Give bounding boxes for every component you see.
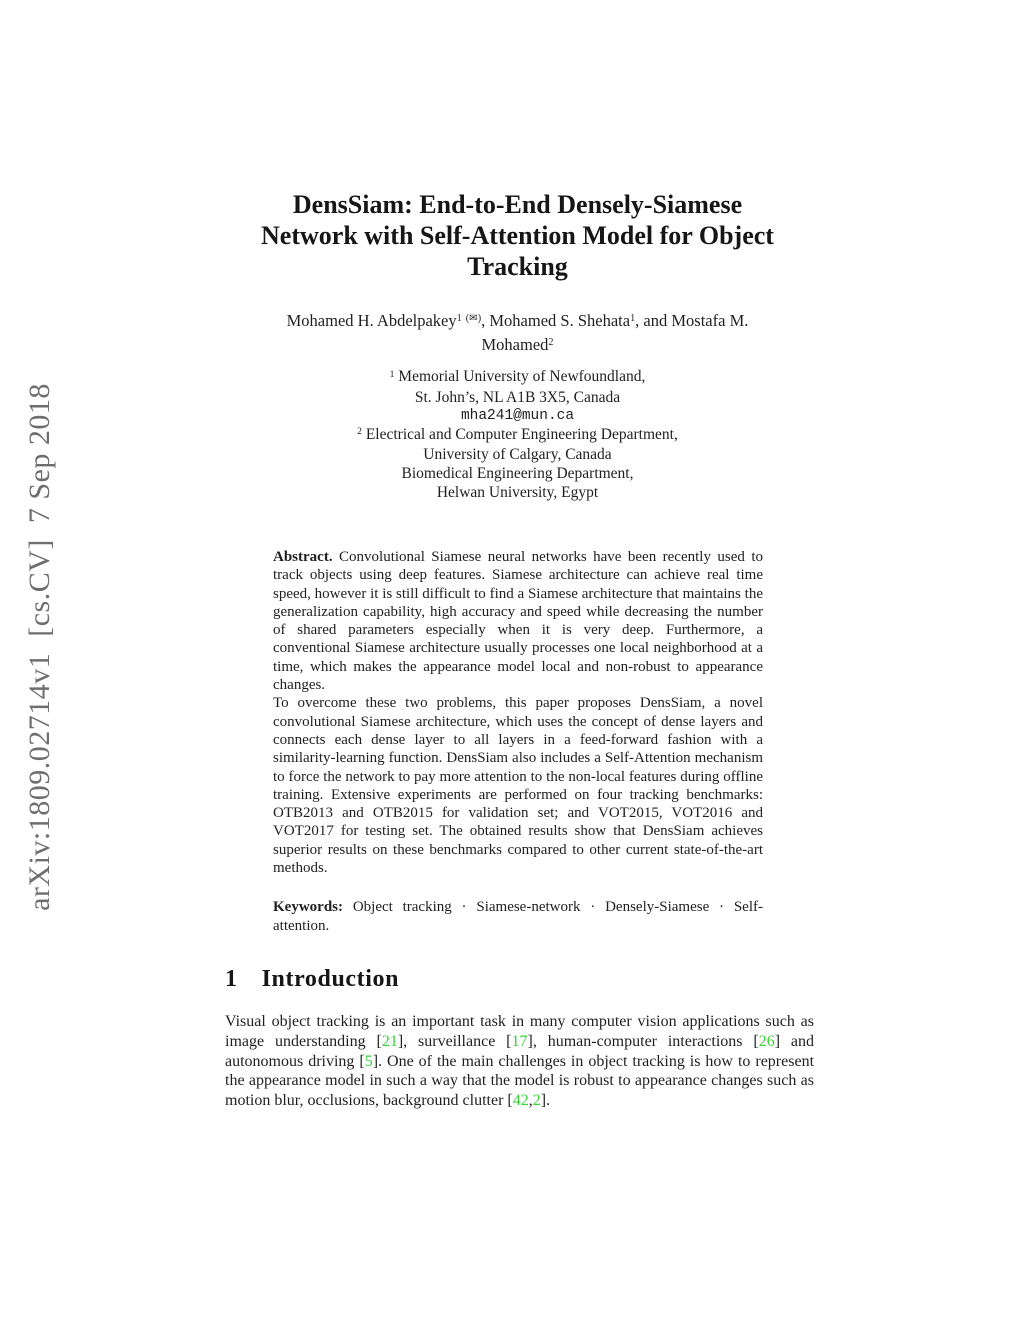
abstract-paragraph-1 [273,548,763,694]
keywords-block [273,898,763,935]
authors-line-1 [225,310,810,334]
envelope-icon: (✉) [465,313,482,325]
section-heading [225,966,810,993]
author-affiliation-marker: 1 [630,313,636,325]
citation-link[interactable]: 2 [532,1092,541,1110]
abstract-label: Abstract. [273,549,333,565]
section-title: Introduction [261,966,400,992]
abstract-text: Convolutional Siamese neural networks have been recently used to track objects using deep features. Siamese architecture can achieve real time speed, however it is still difficult to find a Siamese architecture that maintains the generalization capability, high accuracy and speed while decreasing the number of shared parameters especially when it is very deep. Furthermore, a conventional Siamese architecture usually processes one local neighborhood at a time, which makes the appearance model local and non-robust to appearance changes. [273,549,763,694]
paragraph-text: ]. [540,1092,551,1110]
affiliation-marker: 1 [389,368,395,380]
section-number: 1 [225,966,238,992]
citation-link[interactable]: 42 [512,1092,529,1110]
paragraph-text: ]. One of the main challenges in object tracking is how to represent the appearance model in such a way that the model is robust to appearance changes such as motion blur, occlusions, background clutter [ [225,1052,815,1110]
keywords-text: Object tracking · Siamese-network · Densely-Siamese · Self-attention. [273,899,764,934]
affiliation-line: Helwan University, Egypt [436,483,599,501]
affiliation-line: University of Calgary, Canada [423,446,612,464]
paper-title-line-2: Network with Self-Attention Model for Object [261,221,774,250]
keywords-label: Keywords: [273,899,343,915]
paper-title-line-1: DensSiam: End-to-End Densely-Siamese [292,190,743,219]
author-affiliation-marker: 2 [548,337,554,349]
affiliation-line: St. John’s, NL A1B 3X5, Canada [414,388,621,406]
paper-title [225,189,810,282]
citation-link[interactable]: 26 [758,1032,775,1050]
affiliations-block [225,368,810,502]
abstract-paragraph-2: To overcome these two problems, this paper proposes DensSiam, a novel convolutional Siamese architecture, which uses the concept of dense layers and connects each dense layer to all layers in a feed-forward fashion with a similarity-learning function. DensSiam also includes a Self-Attention mechanism to force the network to pay more attention to the non-local features during offline training. Extensive experiments are performed on four tracking benchmarks: OTB2013 and OTB2015 for validation set; and VOT2015, VOT2016 and VOT2017 for testing set. The obtained results show that DensSiam achieves superior results on these benchmarks compared to other current state-of-the-art methods. [273,695,763,877]
paragraph-text: ], surveillance [ [397,1032,512,1050]
author-name: , and Mostafa M. [635,311,749,330]
affiliation-email: mha241@mun.ca [460,408,575,425]
citation-link[interactable]: 5 [364,1052,373,1070]
author-name: Mohamed H. Abdelpakey [286,311,457,330]
abstract-block [273,548,763,877]
paragraph-text: ], human-computer interactions [ [527,1032,759,1050]
arxiv-watermark: arXiv:1809.02714v1 [cs.CV] 7 Sep 2018 [23,383,56,911]
affiliation-line: $^2$ Electrical and Computer Engineering Department, [357,425,678,443]
affiliation-line: Biomedical Engineering Department, [401,464,634,482]
affiliation-line: $^1$ Memorial University of Newfoundland, [389,368,646,385]
citation-link[interactable]: 21 [381,1032,398,1050]
intro-paragraph [225,1012,814,1111]
paragraph-text: Visual object tracking is an important task in many computer vision applications such as image understanding [ [225,1013,814,1050]
authors-line-2 [225,334,810,358]
author-name: , Mohamed S. Shehata [481,311,631,330]
paragraph-text: ] and autonomous driving [ [225,1032,814,1070]
affiliation-marker: 2 [357,426,362,438]
author-affiliation-marker: 1 [456,313,462,325]
author-name: Mohamed [481,335,549,354]
paper-title-line-3: Tracking [467,252,568,281]
citation-link[interactable]: 17 [511,1032,528,1050]
authors-block [225,310,810,358]
paragraph-text: , [528,1092,533,1110]
